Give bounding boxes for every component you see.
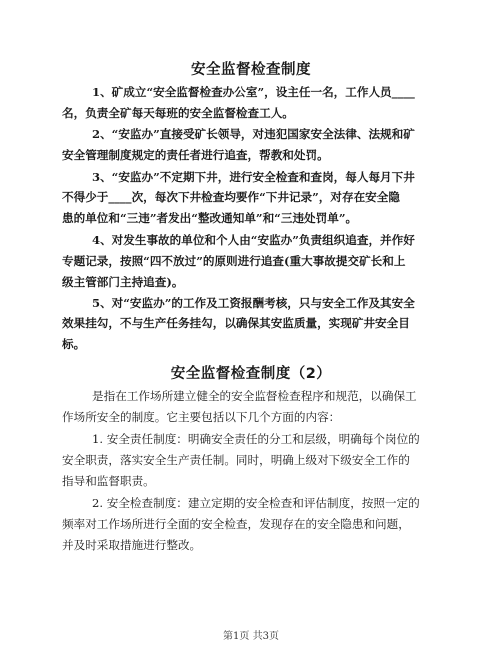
- text-line: 2、“安监办”直接受矿长领导，对违犯国家安全法律、法规和矿: [92, 127, 415, 141]
- text-line: 效果挂勾，不与生产任务挂勾，以确保其安监质量，实现矿井安全目: [62, 316, 410, 330]
- text-line: 3、“安监办”不定期下井，进行安全检查和查岗，每人每月下井: [92, 170, 415, 184]
- text-line: 标。: [62, 337, 86, 351]
- text-line: 名，负责全矿每天每班的安全监督检查工人。: [62, 106, 294, 120]
- text-line: 1. 安全责任制度：明确安全责任的分工和层级，明确每个岗位的: [92, 432, 420, 446]
- text-line: 级主管部门主持追查)。: [62, 275, 184, 289]
- text-line: 不得少于____次，每次下井检查均要作“下井记录”，对存在安全隐: [62, 190, 400, 204]
- text-line: 4、对发生事故的单位和个人由“安监办”负责组织追查，并作好: [92, 233, 415, 247]
- text-line: 指导和监督职责。: [62, 474, 155, 488]
- text-line: 专题记录，按照“四不放过”的原则进行追查(重大事故提交矿长和上: [62, 254, 406, 268]
- text-line: 安全职责，落实安全生产责任制。同时，明确上级对下级安全工作的: [62, 453, 410, 467]
- text-line: 5、对“安监办”的工作及工资报酬考核，只与安全工作及其安全: [92, 296, 415, 310]
- text-line: 安全管理制度规定的责任者进行追查，帮教和处罚。: [62, 148, 329, 162]
- page-title: 安全监督检查制度: [191, 62, 311, 78]
- text-line: 2. 安全检查制度：建立定期的安全检查和评估制度，按照一定的: [92, 496, 420, 510]
- text-line: 作场所安全的制度。它主要包括以下几个方面的内容：: [62, 410, 341, 424]
- section-title: 安全监督检查制度（2）: [170, 366, 332, 382]
- text-line: 并及时采取措施进行整改。: [62, 538, 202, 552]
- page-number: 第1页 共3页: [223, 631, 279, 642]
- text-line: 1、矿成立“安全监督检查办公室”，设主任一名，工作人员____: [92, 85, 415, 99]
- text-line: 频率对工作场所进行全面的安全检查，发现存在的安全隐患和问题，: [62, 517, 410, 531]
- text-line: 患的单位和“三违”者发出“整改通知单”和“三违处罚单”。: [62, 211, 358, 225]
- text-line: 是指在工作场所建立健全的安全监督检查程序和规范，以确保工: [92, 389, 417, 403]
